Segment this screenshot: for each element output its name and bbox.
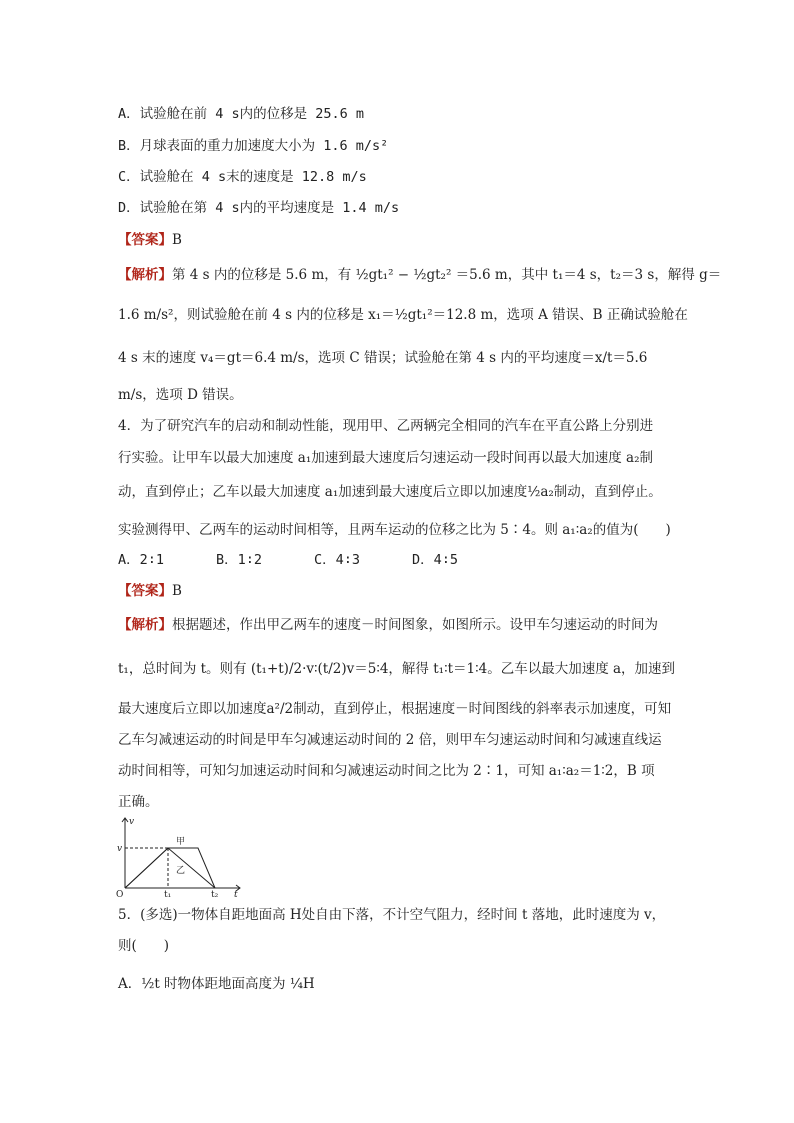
q4-analysis-line-3: 最大速度后立即以加速度a²/2制动，直到停止，根据速度－时间图线的斜率表示加速度，可知 bbox=[118, 701, 672, 717]
t-axis-label: t bbox=[234, 890, 238, 899]
q5-option-a: A．½t 时物体距地面高度为 ¼H bbox=[118, 976, 315, 992]
q3-analysis-line-4: m/s，选项 D 错误。 bbox=[118, 387, 243, 403]
t2-tick-label: t₂ bbox=[211, 890, 219, 899]
velocity-time-graph bbox=[112, 813, 248, 899]
q4-analysis-line-2: t₁，总时间为 t。则有 (t₁+t)/2·v∶(t/2)v＝5∶4，解得 t₁∶t＝1∶4。乙车以最大加速度 a，加速到 bbox=[118, 661, 676, 677]
analysis-text: 第 4 s 内的位移是 5.6 m，有 ½gt₁² − ½gt₂² ＝5.6 m，其中 t₁＝4 s，t₂＝3 s，解得 g＝ bbox=[172, 267, 722, 283]
graph-line-jia bbox=[125, 848, 215, 888]
analysis-tag: 【解析】 bbox=[118, 617, 172, 633]
q4-option-b: B．1∶2 bbox=[216, 552, 263, 568]
t1-tick-label: t₁ bbox=[164, 890, 172, 899]
answer-value: B bbox=[172, 583, 182, 599]
answer-tag: 【答案】 bbox=[118, 232, 172, 248]
q4-analysis-line-5: 动时间相等，可知匀加速运动时间和匀减速运动时间之比为 2∶1，可知 a₁∶a₂＝1∶2，B 项 bbox=[118, 763, 655, 779]
q3-analysis-line-3: 4 s 末的速度 v₄＝gt＝6.4 m/s，选项 C 错误；试验舱在第 4 s 内的平均速度＝x/t＝5.6 bbox=[118, 350, 648, 366]
q3-analysis-line-1 bbox=[118, 266, 721, 284]
q5-stem-line-1: 5．(多选)一物体自距地面高 H处自由下落，不计空气阻力，经时间 t 落地，此时速度为 v， bbox=[118, 907, 666, 923]
analysis-tag: 【解析】 bbox=[118, 267, 172, 283]
q3-analysis-line-2: 1.6 m/s²，则试验舱在前 4 s 内的位移是 x₁＝½gt₁²＝12.8 m，选项 A 错误、B 正确试验舱在 bbox=[118, 307, 688, 323]
answer-tag: 【答案】 bbox=[118, 583, 172, 599]
q3-option-b: B．月球表面的重力加速度大小为 1.6 m/s² bbox=[118, 138, 389, 154]
analysis-text: 根据题述，作出甲乙两车的速度－时间图象，如图所示。设甲车匀速运动的时间为 bbox=[172, 617, 658, 633]
q4-stem-line-2: 行实验。让甲车以最大加速度 a₁加速到最大速度后匀速运动一段时间再以最大加速度 a₂制 bbox=[118, 450, 654, 466]
v-axis-label: v bbox=[129, 817, 135, 827]
q4-stem-line-3: 动，直到停止；乙车以最大加速度 a₁加速到最大速度后立即以加速度½a₂制动，直到停止。 bbox=[118, 484, 662, 500]
q4-option-d: D．4∶5 bbox=[412, 552, 459, 568]
origin-label: O bbox=[116, 890, 124, 899]
q4-stem-line-4: 实验测得甲、乙两车的运动时间相等，且两车运动的位移之比为 5∶4。则 a₁∶a₂的值为( ) bbox=[118, 522, 671, 538]
yi-label: 乙 bbox=[176, 866, 186, 876]
answer-value: B bbox=[172, 232, 182, 248]
graph-line-yi bbox=[125, 848, 215, 888]
q3-option-d: D．试验舱在第 4 s内的平均速度是 1.4 m/s bbox=[118, 200, 400, 216]
q3-option-c: C．试验舱在 4 s末的速度是 12.8 m/s bbox=[118, 169, 367, 185]
q4-option-c: C．4∶3 bbox=[314, 552, 361, 568]
v-tick-label: v bbox=[117, 844, 123, 854]
q3-answer bbox=[118, 231, 182, 249]
q5-stem-line-2: 则( ) bbox=[118, 938, 170, 954]
q4-answer bbox=[118, 582, 182, 600]
q4-option-a: A．2∶1 bbox=[118, 552, 165, 568]
q4-analysis-line-4: 乙车匀减速运动的时间是甲车匀减速运动时间的 2 倍，则甲车匀速运动时间和匀减速直线运 bbox=[118, 732, 662, 748]
jia-label: 甲 bbox=[176, 837, 186, 847]
q4-stem-line-1: 4．为了研究汽车的启动和制动性能，现用甲、乙两辆完全相同的汽车在平直公路上分别进 bbox=[118, 418, 654, 434]
q4-analysis-line-6: 正确。 bbox=[118, 794, 159, 810]
q4-analysis-line-1 bbox=[118, 616, 658, 634]
q3-option-a: A．试验舱在前 4 s内的位移是 25.6 m bbox=[118, 106, 365, 122]
